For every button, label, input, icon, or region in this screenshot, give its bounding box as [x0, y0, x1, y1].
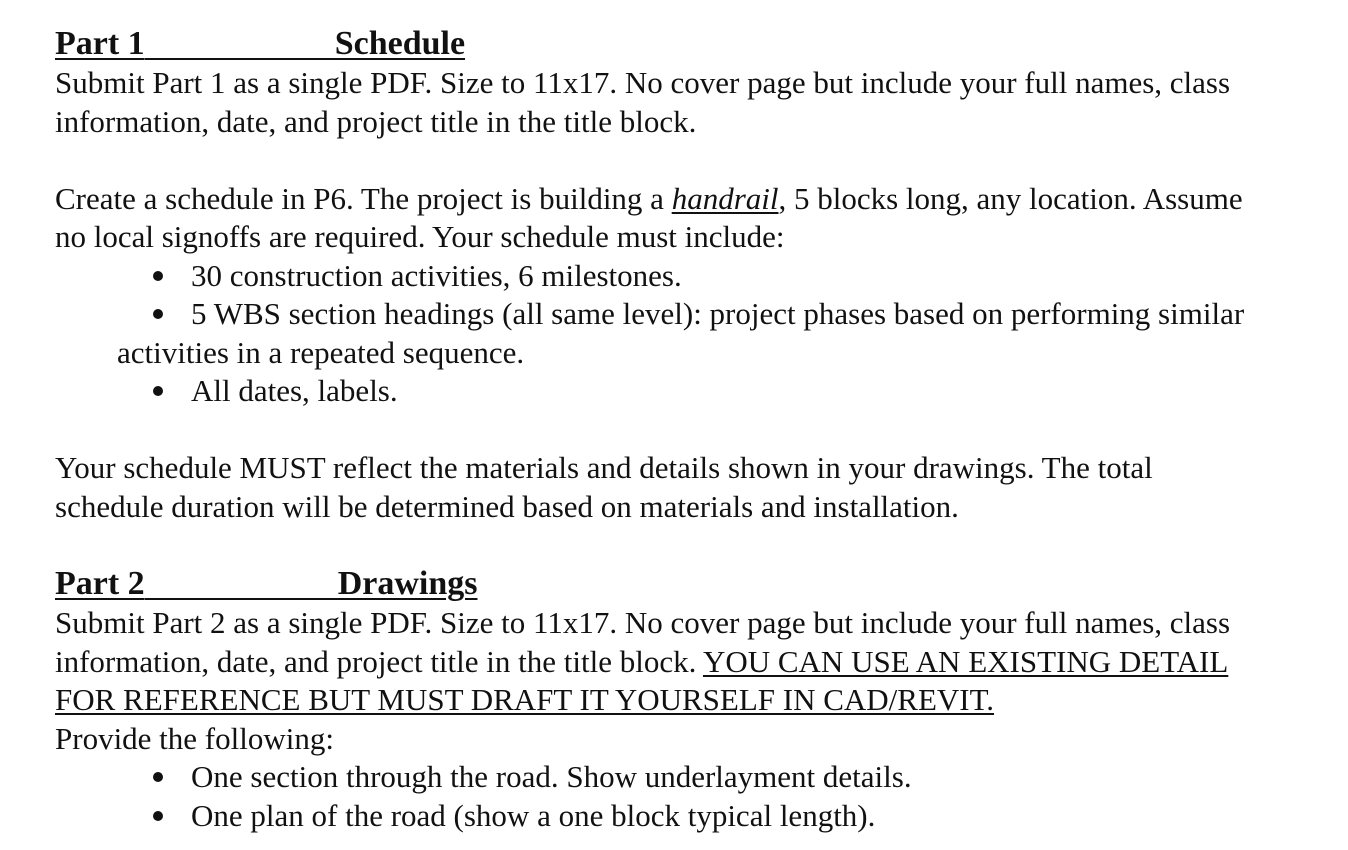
part2-intro-line2: [55, 643, 1340, 682]
part1-intro-line1: Submit Part 1 as a single PDF. Size to 11x17. No cover page but include your full names, class: [55, 65, 1231, 100]
part2-heading: [55, 564, 1340, 604]
part1-heading-blank: [145, 56, 335, 60]
part1-intro-line2: information, date, and project title in the title block.: [55, 103, 697, 139]
part1-heading-title: Schedule: [334, 25, 466, 62]
part2-intro-line1: Submit Part 2 as a single PDF. Size to 11x17. No cover page but include your full names, class: [55, 605, 1231, 640]
part2-heading-blank: [145, 596, 338, 600]
bullet-text: 30 construction activities, 6 milestones.: [191, 257, 682, 293]
part2-intro-underlined: YOU CAN USE AN EXISTING DETAIL: [702, 643, 1229, 679]
part1-create-em: handrail: [671, 180, 779, 216]
part1-must-line2: schedule duration will be determined based on materials and installation.: [55, 488, 959, 524]
list-item: [55, 758, 1340, 797]
part1-heading-label: Part 1: [55, 25, 145, 62]
list-item: [55, 797, 1340, 836]
part2-intro-plain: information, date, and project title in the title block.: [55, 643, 703, 679]
part2-bullet-list: [55, 758, 1340, 835]
list-item: [55, 295, 1340, 372]
part1-create-post: , 5 blocks long, any location. Assume: [778, 180, 1243, 216]
part2-heading-title: Drawings: [337, 565, 478, 602]
part1-heading: [55, 24, 1340, 64]
bullet-text: One plan of the road (show a one block typical length).: [191, 797, 876, 833]
document-page: [55, 24, 1340, 835]
part1-create-line2: no local signoffs are required. Your schedule must include:: [55, 219, 785, 254]
part1-create-line1: [55, 180, 1340, 219]
bullet-icon: [153, 386, 163, 396]
bullet-icon: [153, 309, 163, 319]
bullet-icon: [153, 271, 163, 281]
part1-create-pre: Create a schedule in P6. The project is building a: [55, 180, 672, 216]
bullet-icon: [153, 811, 163, 821]
bullet-text-continuation: activities in a repeated sequence.: [117, 334, 525, 370]
bullet-text: One section through the road. Show underlayment details.: [191, 759, 912, 794]
blank-line: [55, 411, 1340, 450]
part1-must-line1: Your schedule MUST reflect the materials and details shown in your drawings. The total: [55, 450, 1153, 485]
bullet-text: 5 WBS section headings (all same level): project phases based on performing similar: [191, 296, 1245, 331]
list-item: [55, 372, 1340, 411]
part2-provide: Provide the following:: [55, 720, 334, 756]
part2-intro-underlined-2: FOR REFERENCE BUT MUST DRAFT IT YOURSELF IN CAD/REVIT.: [55, 682, 995, 717]
part1-bullet-list: [55, 257, 1340, 411]
part2-intro-line3: [55, 681, 1340, 720]
bullet-icon: [153, 772, 163, 782]
blank-line: [55, 526, 1340, 564]
bullet-text: All dates, labels.: [191, 373, 398, 408]
part2-heading-label: Part 2: [55, 565, 145, 602]
blank-line: [55, 141, 1340, 180]
list-item: [55, 257, 1340, 296]
